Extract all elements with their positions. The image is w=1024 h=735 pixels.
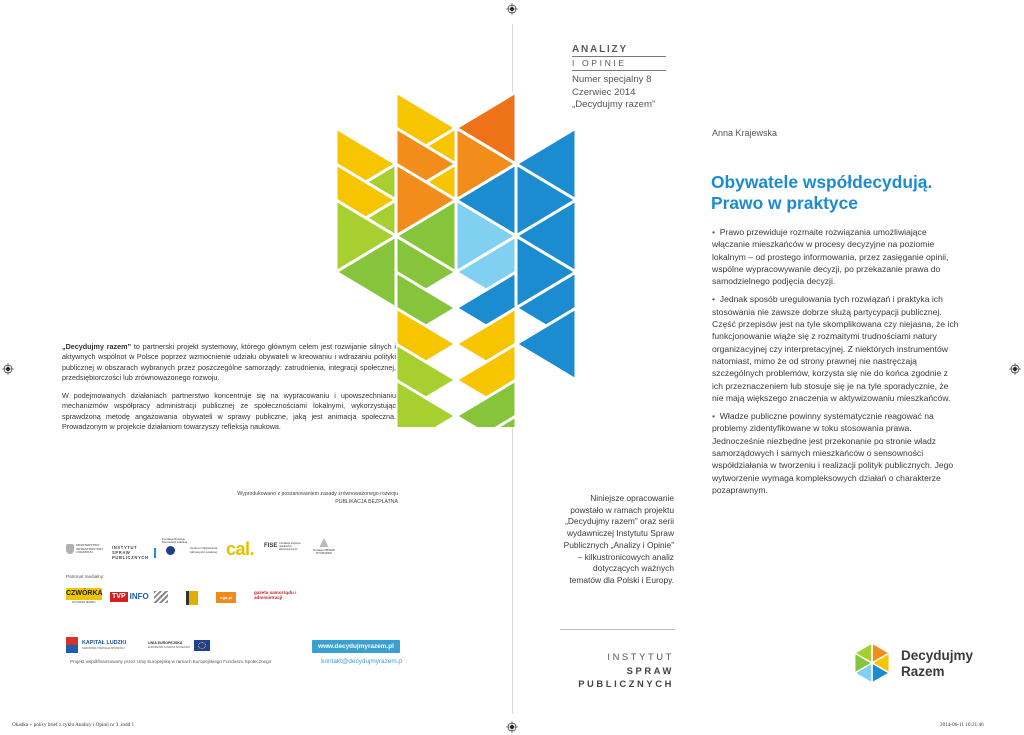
issue-date: Czerwiec 2014 xyxy=(572,86,636,98)
series-divider-bottom xyxy=(572,70,666,71)
summary-bullets xyxy=(712,226,960,502)
institute-logo-text xyxy=(572,650,674,691)
slug-right: 2014-06-11 10:21:46 xyxy=(940,722,984,728)
series-title-top: ANALIZY xyxy=(572,44,628,55)
czworka-sub-label: POLSKIE RADIO xyxy=(72,600,96,604)
fise-label: FISE xyxy=(264,542,278,549)
email-link[interactable]: kontakt@decydujmyrazem.p xyxy=(321,658,402,665)
project-description-p1: to partnerski projekt systemowy, którego głównym celem jest rozwijanie silnych i aktywnych wspólnot w Polsce poprzez wzmocnienie udziału obywateli w kreowaniu i wdrażaniu polityki publicznej w obszarach wybranych przez poszczególne samorządy: zatrudnienia, integracji społecznej, przedsiębiorczości lub zrównoważonego rozwoju. xyxy=(62,342,396,382)
eco-note xyxy=(190,490,398,506)
frdl-logo xyxy=(162,538,188,564)
gazeta-label: gazeta samorządu i administracji xyxy=(254,590,297,601)
registration-mark-left xyxy=(2,362,14,374)
issue-info xyxy=(572,74,692,112)
isp-label: INSTYTUT SPRAW PUBLICZNYCH xyxy=(112,545,149,560)
project-description-p2: W podejmowanych działaniach partnerstwo koncentruje się na wypracowaniu i upowszechnianiu mechanizmów współpracy administracji publicznej ze społecznościami lokalnymi, wykorzystując sprawdzoną metodę angażowania obywateli w sprawy publiczne, jaką jest animacja społeczna. Prowadzonym w projekcie działaniom towarzyszy refleksja naukowa. xyxy=(62,391,396,432)
arrows-icon xyxy=(154,591,168,603)
title-line-1: Obywatele współdecydują. xyxy=(711,172,933,192)
slug-left: Okadka + policy brief z cyklu Analizy i Opinii nr 3 .indd 1 xyxy=(12,722,135,728)
fise-logo xyxy=(264,542,304,551)
kapital-ludzki-sub-label: NARODOWA STRATEGIA SPÓJNOŚCI xyxy=(82,647,125,650)
gazeta-logo xyxy=(254,590,298,600)
frdl-label: Fundacja Rozwoju Demokracji Lokalnej xyxy=(162,537,188,545)
series-blurb: Niniejsze opracowanie powstało w ramach projektu „Decydujmy razem” oraz serii wydawniczej Instytutu Spraw Publicznych „Analizy i Opinie” – kilkustronicowych analiz dotyczących ważnych tematów dla Polski i Europy. xyxy=(563,493,674,585)
institute-word-2: SPRAW xyxy=(626,664,674,676)
eu-label: UNIA EUROPEJSKA xyxy=(148,641,183,646)
issue-number: Numer specjalny 8 xyxy=(572,74,652,85)
registration-mark-bottom xyxy=(506,720,518,732)
czworka-logo xyxy=(66,588,102,608)
free-publication-label: PUBLIKACJA BEZPŁATNA xyxy=(335,499,398,505)
bullet-item: • Jednak sposób uregulowania tych rozwiązań i praktyka ich stosowania nie zawsze dobrze służą partycypacji publicznej. Część przepisów jest na tyle skomplikowana czy niejasna, że ich funkcjonowanie wiąże się z rozmaitymi trudnościami natury organizacyjnej czy interpretacyjnej. Z niektórych instrumentów natomiast, mimo że od strony prawnej nie nastręczają szczególnych problemów, korzysta się nie do końca zgodnie z ich przeznaczeniem lub stosuje się je na tyle sporadycznie, że nie mają większego znaczenia w aktywizowaniu mieszkańców. xyxy=(712,293,960,404)
eu-flag-icon xyxy=(194,640,210,651)
eco-line: Wyprodukowano z poszanowaniem zasady zrównoważonego rozwoju xyxy=(237,491,398,497)
blurb-divider xyxy=(560,629,675,630)
ngo-label: ngo.pl xyxy=(220,595,232,600)
project-description xyxy=(62,342,396,432)
mir-label: MINISTERSTWO INFRASTRUKTURY I ROZWOJU xyxy=(76,543,104,555)
bullet-item: • Władze publiczne powinny systematycznie reagować na problemy zidentyfikowane w toku stosowania prawa. Jednocześnie niezbędne jest przekonanie po stronie władz samorządowych i samych mieszkańców o sensowności współdziałania w tworzeniu i realizacji polityk publicznych. Jego wytworzenie wymaga kompleksowych działań o charakterze pozaprawnym. xyxy=(712,410,960,496)
institute-word-3: PUBLICZNYCH xyxy=(578,678,674,689)
cal-label: cal. xyxy=(226,539,255,559)
eagle-icon xyxy=(66,544,74,554)
ngo-logo xyxy=(216,592,236,603)
page-title xyxy=(711,172,991,214)
bullet-item: • Prawo przewiduje rozmaite rozwiązania umożliwiające włączanie mieszkańców w procesy decyzyjne na poziomie lokalnym – od prostego informowania, przez zasięganie opinii, wspólne wypracowywanie decyzji, po przekazanie prawa do samodzielnego podjęcia decyzji. xyxy=(712,226,960,287)
fise-sub-label: Fundacja Inicjatyw Społeczno-Ekonomicznych xyxy=(279,542,301,551)
series-logo xyxy=(572,44,666,72)
partner-logos xyxy=(66,538,406,564)
kapital-ludzki-logo xyxy=(66,634,134,656)
wydawnictwo-icon xyxy=(186,591,198,605)
tvp-label: TVP xyxy=(112,593,126,600)
decydujmy-razem-logo xyxy=(901,648,973,680)
mir-logo xyxy=(66,544,102,555)
institute-word-1: INSTYTUT xyxy=(607,651,674,662)
wyspa-label: Fundacja OBSZAR WYSPIARSKI xyxy=(312,549,336,555)
logo-word-2: Razem xyxy=(901,664,945,679)
runner-icon xyxy=(166,546,175,555)
title-line-2: Prawo w praktyce xyxy=(711,193,858,213)
website-link[interactable]: www.decydujmyrazem.pl xyxy=(312,640,400,653)
czworka-label: CZWÓRKA xyxy=(66,588,102,600)
wyspa-icon xyxy=(320,538,329,547)
kapital-ludzki-label: KAPITAŁ LUDZKI xyxy=(82,640,127,646)
issue-project: „Decydujmy razem” xyxy=(572,99,656,111)
series-title-bottom: I OPINIE xyxy=(572,58,627,68)
project-name: „Decydujmy razem” xyxy=(62,342,132,351)
kapital-ludzki-icon xyxy=(66,637,78,653)
wyspa-logo xyxy=(310,538,338,555)
eu-logo xyxy=(148,636,214,654)
eu-funding-logos xyxy=(66,634,216,656)
centrum-logo xyxy=(190,547,226,554)
isp-bar-icon xyxy=(154,548,156,558)
centrum-label: Centrum Wspierania Aktywności Lokalnej xyxy=(190,546,218,554)
media-patronage-label: Patronat medialny: xyxy=(66,574,105,579)
author-name: Anna Krajewska xyxy=(712,128,778,138)
media-logos xyxy=(66,588,366,608)
eu-sub-label: EUROPEJSKI FUNDUSZ SPOŁECZNY xyxy=(148,645,191,649)
tvp-info-label: INFO xyxy=(129,592,149,601)
eu-funding-caption: Projekt współfinansowany przez Unię Europejską w ramach Europejskiego Funduszu Społecznego xyxy=(70,659,272,664)
tvp-info-logo xyxy=(110,592,149,602)
logo-word-1: Decydujmy xyxy=(901,648,974,663)
isp-logo xyxy=(112,545,156,560)
registration-mark-top xyxy=(506,2,518,14)
cal-logo xyxy=(226,540,254,558)
series-divider xyxy=(572,56,666,57)
registration-mark-right xyxy=(1009,362,1021,374)
